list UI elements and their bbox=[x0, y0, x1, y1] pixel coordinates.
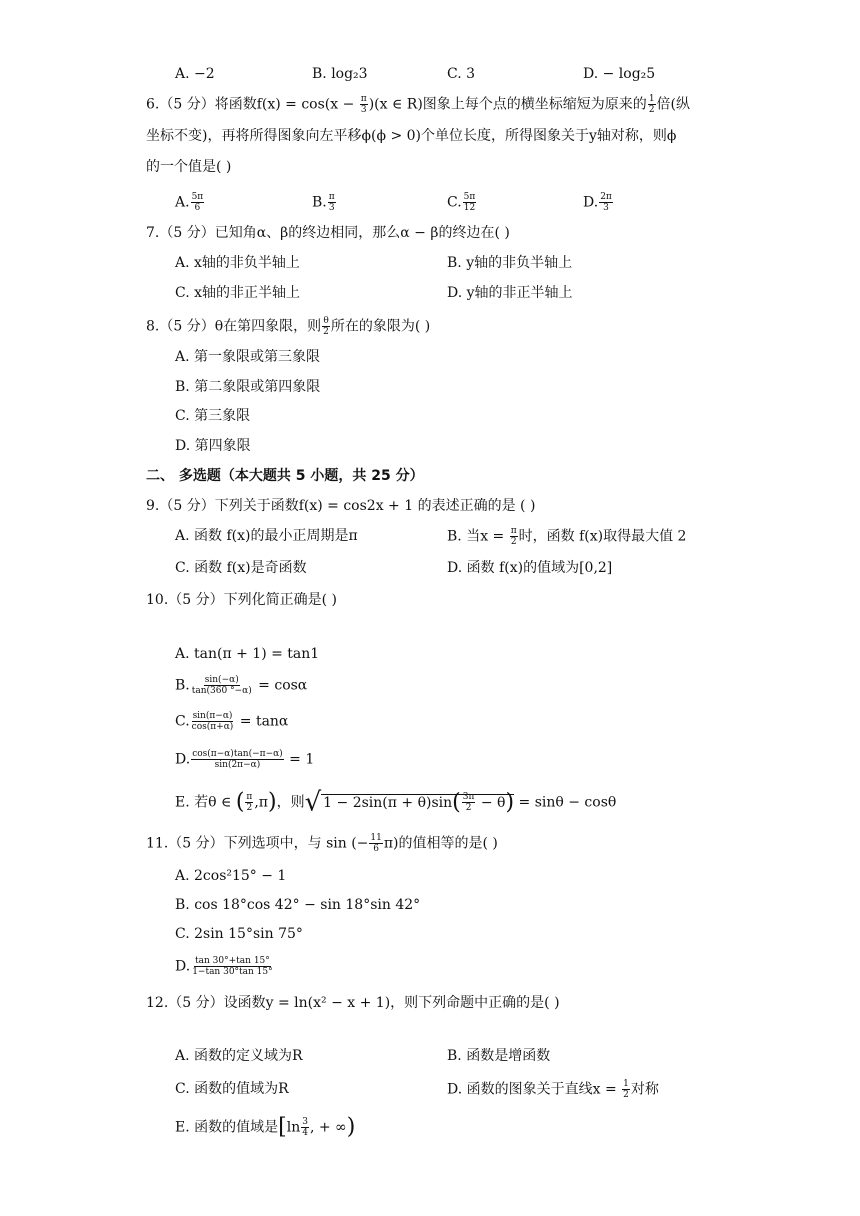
q6-option-c bbox=[447, 192, 477, 213]
q7-option-a: A. x轴的非负半轴上 bbox=[175, 255, 300, 271]
option-frac bbox=[191, 956, 273, 977]
option-text: = cosα bbox=[258, 677, 308, 694]
open-paren: ( bbox=[235, 789, 245, 815]
section-heading-multiple-choice: 二、 多选题（本大题共 5 小题，共 25 分） bbox=[146, 468, 424, 484]
q9-option-a: A. 函数 f(x)的最小正周期是π bbox=[175, 528, 358, 544]
q12-option-d bbox=[447, 1079, 659, 1100]
frac-den: 3 bbox=[328, 203, 335, 213]
option-text: ,π bbox=[254, 794, 268, 811]
q11-stem-part1: 11.（5 分）下列选项中，与 sin ( bbox=[146, 835, 357, 852]
frac-num: 11 bbox=[370, 833, 382, 843]
frac-den: sin(2π−α) bbox=[214, 760, 261, 770]
q8-option-c: C. 第三象限 bbox=[175, 408, 251, 424]
frac-num: 3π bbox=[462, 792, 475, 802]
frac-num: 3 bbox=[302, 1117, 308, 1127]
q8-option-d: D. 第四象限 bbox=[175, 438, 251, 454]
q8-frac bbox=[322, 316, 330, 337]
option-frac bbox=[328, 192, 336, 213]
frac-den: tan(360 °−α) bbox=[191, 686, 252, 696]
q11-option-c: C. 2sin 15°sin 75° bbox=[175, 926, 303, 942]
option-label: D. bbox=[175, 958, 191, 975]
frac-den: 1−tan 30°tan 15° bbox=[192, 967, 273, 977]
q11-option-b: B. cos 18°cos 42° − sin 18°sin 42° bbox=[175, 897, 421, 913]
q6-stem-line1 bbox=[146, 94, 690, 115]
option-frac bbox=[622, 1079, 630, 1100]
q5-option-c: C. 3 bbox=[447, 66, 476, 82]
q6-stem-part2: )(x ∈ R)图象上每个点的横坐标缩短为原来的 bbox=[368, 96, 647, 113]
option-frac bbox=[510, 526, 518, 547]
option-frac bbox=[463, 192, 477, 213]
frac-den: 2 bbox=[323, 327, 329, 337]
option-frac bbox=[301, 1117, 309, 1138]
option-text: 对称 bbox=[630, 1081, 659, 1098]
q12-stem: 12.（5 分）设函数y = ln(x² − x + 1)，则下列命题中正确的是( ) bbox=[146, 995, 560, 1011]
q8-stem-part1: 8.（5 分）θ在第四象限，则 bbox=[146, 318, 322, 335]
open-paren: ( bbox=[452, 789, 461, 815]
q11-option-a: A. 2cos²15° − 1 bbox=[175, 868, 287, 884]
sqrt-icon: √ bbox=[304, 787, 322, 818]
q11-option-d bbox=[175, 956, 275, 977]
q6-option-d bbox=[583, 192, 614, 213]
q6-stem-part1: 6.（5 分）将函数f(x) = cos(x − bbox=[146, 96, 359, 113]
option-frac bbox=[191, 675, 253, 696]
q11-frac bbox=[369, 833, 382, 854]
frac-den: 2 bbox=[246, 803, 253, 813]
option-label: B. bbox=[175, 677, 190, 694]
frac-den: 4 bbox=[302, 1128, 308, 1138]
q8-stem-part2: 所在的象限为( ) bbox=[330, 318, 431, 335]
q10-option-e bbox=[175, 787, 617, 818]
option-label: D. bbox=[175, 751, 191, 768]
q11-stem bbox=[146, 833, 498, 854]
open-bracket: [ bbox=[278, 1114, 287, 1140]
option-frac bbox=[191, 749, 284, 770]
option-frac bbox=[599, 192, 613, 213]
q10-option-a: A. tan(π + 1) = tan1 bbox=[175, 646, 320, 662]
frac-den: 3 bbox=[603, 203, 609, 213]
q6-frac-pi-3 bbox=[360, 94, 368, 115]
q6-frac-1-2 bbox=[648, 94, 656, 115]
option-text: , + ∞ bbox=[309, 1119, 347, 1136]
q12-option-e bbox=[175, 1114, 356, 1140]
frac-den: 12 bbox=[463, 203, 476, 213]
option-text: D. 函数的图象关于直线x = bbox=[447, 1081, 622, 1098]
q6-option-b bbox=[312, 192, 337, 213]
frac-den: 2 bbox=[510, 537, 517, 547]
q10-option-d bbox=[175, 749, 314, 770]
q12-option-c: C. 函数的值域为R bbox=[175, 1081, 289, 1097]
option-text: = tanα bbox=[239, 713, 289, 730]
frac-num: π bbox=[328, 192, 335, 202]
option-text: 时，函数 f(x)取得最大值 2 bbox=[518, 528, 687, 545]
frac-den: cos(π+α) bbox=[191, 722, 234, 732]
frac-den: 6 bbox=[373, 844, 379, 854]
option-frac bbox=[462, 792, 476, 813]
close-paren: ) bbox=[267, 789, 277, 815]
option-text: = sinθ − cosθ bbox=[518, 794, 617, 811]
option-label: D. bbox=[583, 194, 599, 211]
frac-num: π bbox=[510, 526, 517, 536]
q10-stem: 10.（5 分）下列化简正确是( ) bbox=[146, 592, 337, 608]
q5-option-a: A. −2 bbox=[175, 66, 215, 82]
q6-stem-line2: 坐标不变)，再将所得图象向左平移ϕ(ϕ > 0)个单位长度，所得图象关于y轴对称，则ϕ bbox=[146, 128, 677, 144]
frac-num: tan 30°+tan 15° bbox=[195, 956, 270, 966]
q12-option-a: A. 函数的定义域为R bbox=[175, 1048, 303, 1064]
frac-den: 2 bbox=[465, 803, 472, 813]
frac-den: 6 bbox=[194, 203, 201, 213]
option-label: A. bbox=[175, 194, 190, 211]
frac-num: cos(π−α)tan(−π−α) bbox=[192, 749, 283, 759]
q7-option-b: B. y轴的非负半轴上 bbox=[447, 255, 573, 271]
option-frac bbox=[191, 192, 205, 213]
q9-stem: 9.（5 分）下列关于函数f(x) = cos2x + 1 的表述正确的是 ( ) bbox=[146, 498, 536, 514]
option-frac bbox=[245, 792, 253, 813]
q6-stem-line3: 的一个值是( ) bbox=[146, 159, 232, 175]
q9-option-d: D. 函数 f(x)的值域为[0,2] bbox=[447, 560, 613, 576]
frac-num: sin(−α) bbox=[204, 675, 239, 685]
option-label: C. bbox=[447, 194, 462, 211]
option-text: E. 函数的值域是 bbox=[175, 1119, 279, 1136]
frac-num: 1 bbox=[623, 1079, 629, 1089]
option-label: B. bbox=[312, 194, 327, 211]
option-frac bbox=[191, 711, 235, 732]
frac-den: 2 bbox=[648, 105, 655, 115]
q11-stem-part2: π)的值相等的是( ) bbox=[383, 835, 498, 852]
frac-num: 2π bbox=[600, 192, 612, 202]
option-text: 1 − 2sin(π + θ)sin bbox=[323, 794, 453, 811]
q6-option-a bbox=[175, 192, 205, 213]
q7-option-d: D. y轴的非正半轴上 bbox=[447, 285, 573, 301]
frac-num: 1 bbox=[648, 94, 655, 104]
sqrt-body bbox=[321, 789, 515, 815]
q5-option-d: D. − log₂5 bbox=[583, 66, 656, 82]
q10-option-b bbox=[175, 675, 307, 696]
q7-option-c: C. x轴的非正半轴上 bbox=[175, 285, 301, 301]
frac-num: 5π bbox=[191, 192, 204, 202]
frac-den: 2 bbox=[623, 1090, 629, 1100]
q7-stem: 7.（5 分）已知角α、β的终边相同，那么α − β的终边在( ) bbox=[146, 225, 510, 241]
frac-num: θ bbox=[323, 316, 329, 326]
q9-option-c: C. 函数 f(x)是奇函数 bbox=[175, 560, 307, 576]
frac-den: 3 bbox=[360, 105, 367, 115]
frac-num: 5π bbox=[463, 192, 476, 202]
option-text: ，则 bbox=[276, 794, 305, 811]
option-text: − θ bbox=[476, 794, 506, 811]
q10-option-c bbox=[175, 711, 288, 732]
frac-num: π bbox=[246, 792, 253, 802]
q9-option-b bbox=[447, 526, 686, 547]
frac-num: π bbox=[360, 94, 367, 104]
option-text: ln bbox=[286, 1119, 301, 1136]
q12-option-b: B. 函数是增函数 bbox=[447, 1048, 551, 1064]
frac-num: sin(π−α) bbox=[192, 711, 233, 721]
q5-option-b: B. log₂3 bbox=[312, 66, 368, 82]
q8-option-a: A. 第一象限或第三象限 bbox=[175, 349, 321, 365]
option-label: C. bbox=[175, 713, 190, 730]
q8-option-b: B. 第二象限或第四象限 bbox=[175, 379, 321, 395]
option-text: B. 当x = bbox=[447, 528, 509, 545]
minus-sign: − bbox=[356, 835, 369, 852]
close-paren: ) bbox=[505, 789, 515, 815]
q6-stem-part3: 倍(纵 bbox=[656, 96, 691, 113]
close-paren: ) bbox=[346, 1114, 356, 1140]
q8-stem bbox=[146, 316, 430, 337]
option-text: = 1 bbox=[289, 751, 315, 768]
option-text: E. 若θ ∈ bbox=[175, 794, 236, 811]
